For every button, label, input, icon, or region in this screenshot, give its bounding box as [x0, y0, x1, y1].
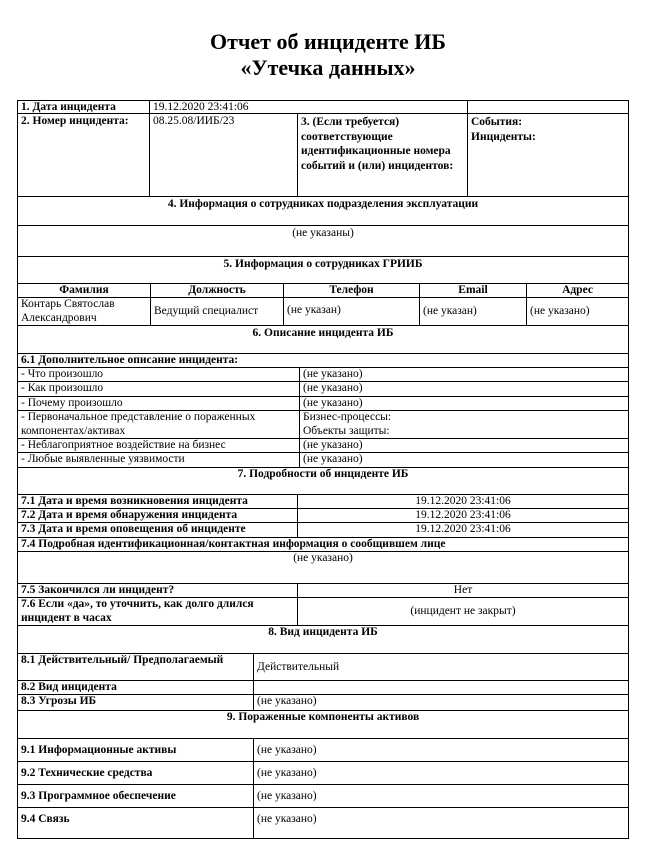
software-label: 9.3 Программное обеспечение	[17, 784, 254, 808]
hardware-label: 9.2 Технические средства	[17, 761, 254, 785]
incident-number-value: 08.25.08/ИИБ/23	[149, 113, 298, 197]
how-happened-value: (не указано)	[299, 381, 629, 397]
detection-time-label: 7.2 Дата и время обнаружения инцидента	[17, 508, 298, 523]
business-processes-label: Бизнес-процессы:	[303, 411, 392, 423]
section4-heading: 4. Информация о сотрудниках подразделения эксплуатации	[17, 196, 629, 226]
incident-date-value: 19.12.2020 23:41:06	[149, 100, 468, 114]
actual-suspected-label: 8.1 Действительный/ Предполагаемый	[17, 653, 254, 681]
incident-duration-label: 7.6 Если «да», то уточнить, как долго длился инцидент в часах	[17, 597, 298, 626]
business-impact-label: - Неблагоприятное воздействие на бизнес	[17, 438, 300, 453]
section4-value: (не указаны)	[17, 225, 629, 257]
info-assets-value: (не указано)	[253, 738, 629, 762]
section8-heading: 8. Вид инцидента ИБ	[17, 625, 629, 654]
reporter-contact-value: (не указано)	[17, 551, 629, 584]
employee-address: (не указано)	[526, 297, 629, 326]
employee-name: Контарь Святослав Александрович	[17, 297, 151, 326]
threats-label: 8.3 Угрозы ИБ	[17, 694, 254, 711]
threats-value: (не указано)	[253, 694, 629, 711]
software-value: (не указано)	[253, 784, 629, 808]
incidents-label: Инциденты:	[471, 130, 536, 143]
section6-subheading: 6.1 Дополнительное описание инцидента:	[17, 353, 629, 368]
vulnerabilities-value: (не указано)	[299, 452, 629, 468]
section5-heading: 5. Информация о сотрудниках ГРИИБ	[17, 256, 629, 284]
incident-duration-value: (инцидент не закрыт)	[297, 597, 629, 626]
incident-ended-label: 7.5 Закончился ли инцидент?	[17, 583, 298, 598]
incident-date-label: 1. Дата инцидента	[17, 100, 150, 114]
incident-type-label: 8.2 Вид инцидента	[17, 680, 254, 695]
col-header-address: Адрес	[526, 283, 629, 298]
communications-value: (не указано)	[253, 807, 629, 839]
section6-heading: 6. Описание инцидента ИБ	[17, 325, 629, 354]
related-ids-label: 3. (Если требуется) соответствующие идентификационные номера событий и (или) инцидентов:	[297, 113, 468, 197]
vulnerabilities-label: - Любые выявленные уязвимости	[17, 452, 300, 468]
business-impact-value: (не указано)	[299, 438, 629, 453]
incident-number-label: 2. Номер инцидента:	[17, 113, 150, 197]
col-header-email: Email	[419, 283, 527, 298]
detection-time-value: 19.12.2020 23:41:06	[297, 508, 629, 523]
what-happened-label: - Что произошло	[17, 367, 300, 382]
reporter-contact-label: 7.4 Подробная идентификационная/контактная информация о сообщившем лице	[17, 537, 629, 552]
actual-suspected-value: Действительный	[253, 653, 629, 681]
section7-heading: 7. Подробности об инциденте ИБ	[17, 467, 629, 495]
related-ids-values	[467, 113, 629, 197]
section9-heading: 9. Пораженные компоненты активов	[17, 710, 629, 739]
affected-components-label: - Первоначальное представление о пораженных компонентах/активах	[17, 410, 300, 439]
employee-email: (не указан)	[419, 297, 527, 326]
hardware-value: (не указано)	[253, 761, 629, 785]
report-title-line2: «Утечка данных»	[240, 55, 416, 80]
why-happened-label: - Почему произошло	[17, 396, 300, 411]
employee-phone: (не указан)	[283, 297, 420, 326]
communications-label: 9.4 Связь	[17, 807, 254, 839]
incident-ended-value: Нет	[297, 583, 629, 598]
how-happened-label: - Как произошло	[17, 381, 300, 397]
notification-time-label: 7.3 Дата и время оповещения об инциденте	[17, 522, 298, 538]
incident-date-extra	[467, 100, 629, 114]
why-happened-value: (не указано)	[299, 396, 629, 411]
protected-objects-label: Объекты защиты:	[303, 424, 390, 437]
what-happened-value: (не указано)	[299, 367, 629, 382]
employee-position: Ведущий специалист	[150, 297, 284, 326]
incident-type-value	[253, 680, 629, 695]
events-label: События:	[471, 116, 523, 128]
col-header-position: Должность	[150, 283, 284, 298]
occurrence-time-label: 7.1 Дата и время возникновения инцидента	[17, 494, 298, 509]
affected-components-value	[299, 410, 629, 439]
report-title-line1: Отчет об инциденте ИБ	[210, 29, 446, 54]
col-header-phone: Телефон	[283, 283, 420, 298]
info-assets-label: 9.1 Информационные активы	[17, 738, 254, 762]
col-header-surname: Фамилия	[17, 283, 151, 298]
occurrence-time-value: 19.12.2020 23:41:06	[297, 494, 629, 509]
notification-time-value: 19.12.2020 23:41:06	[297, 522, 629, 538]
